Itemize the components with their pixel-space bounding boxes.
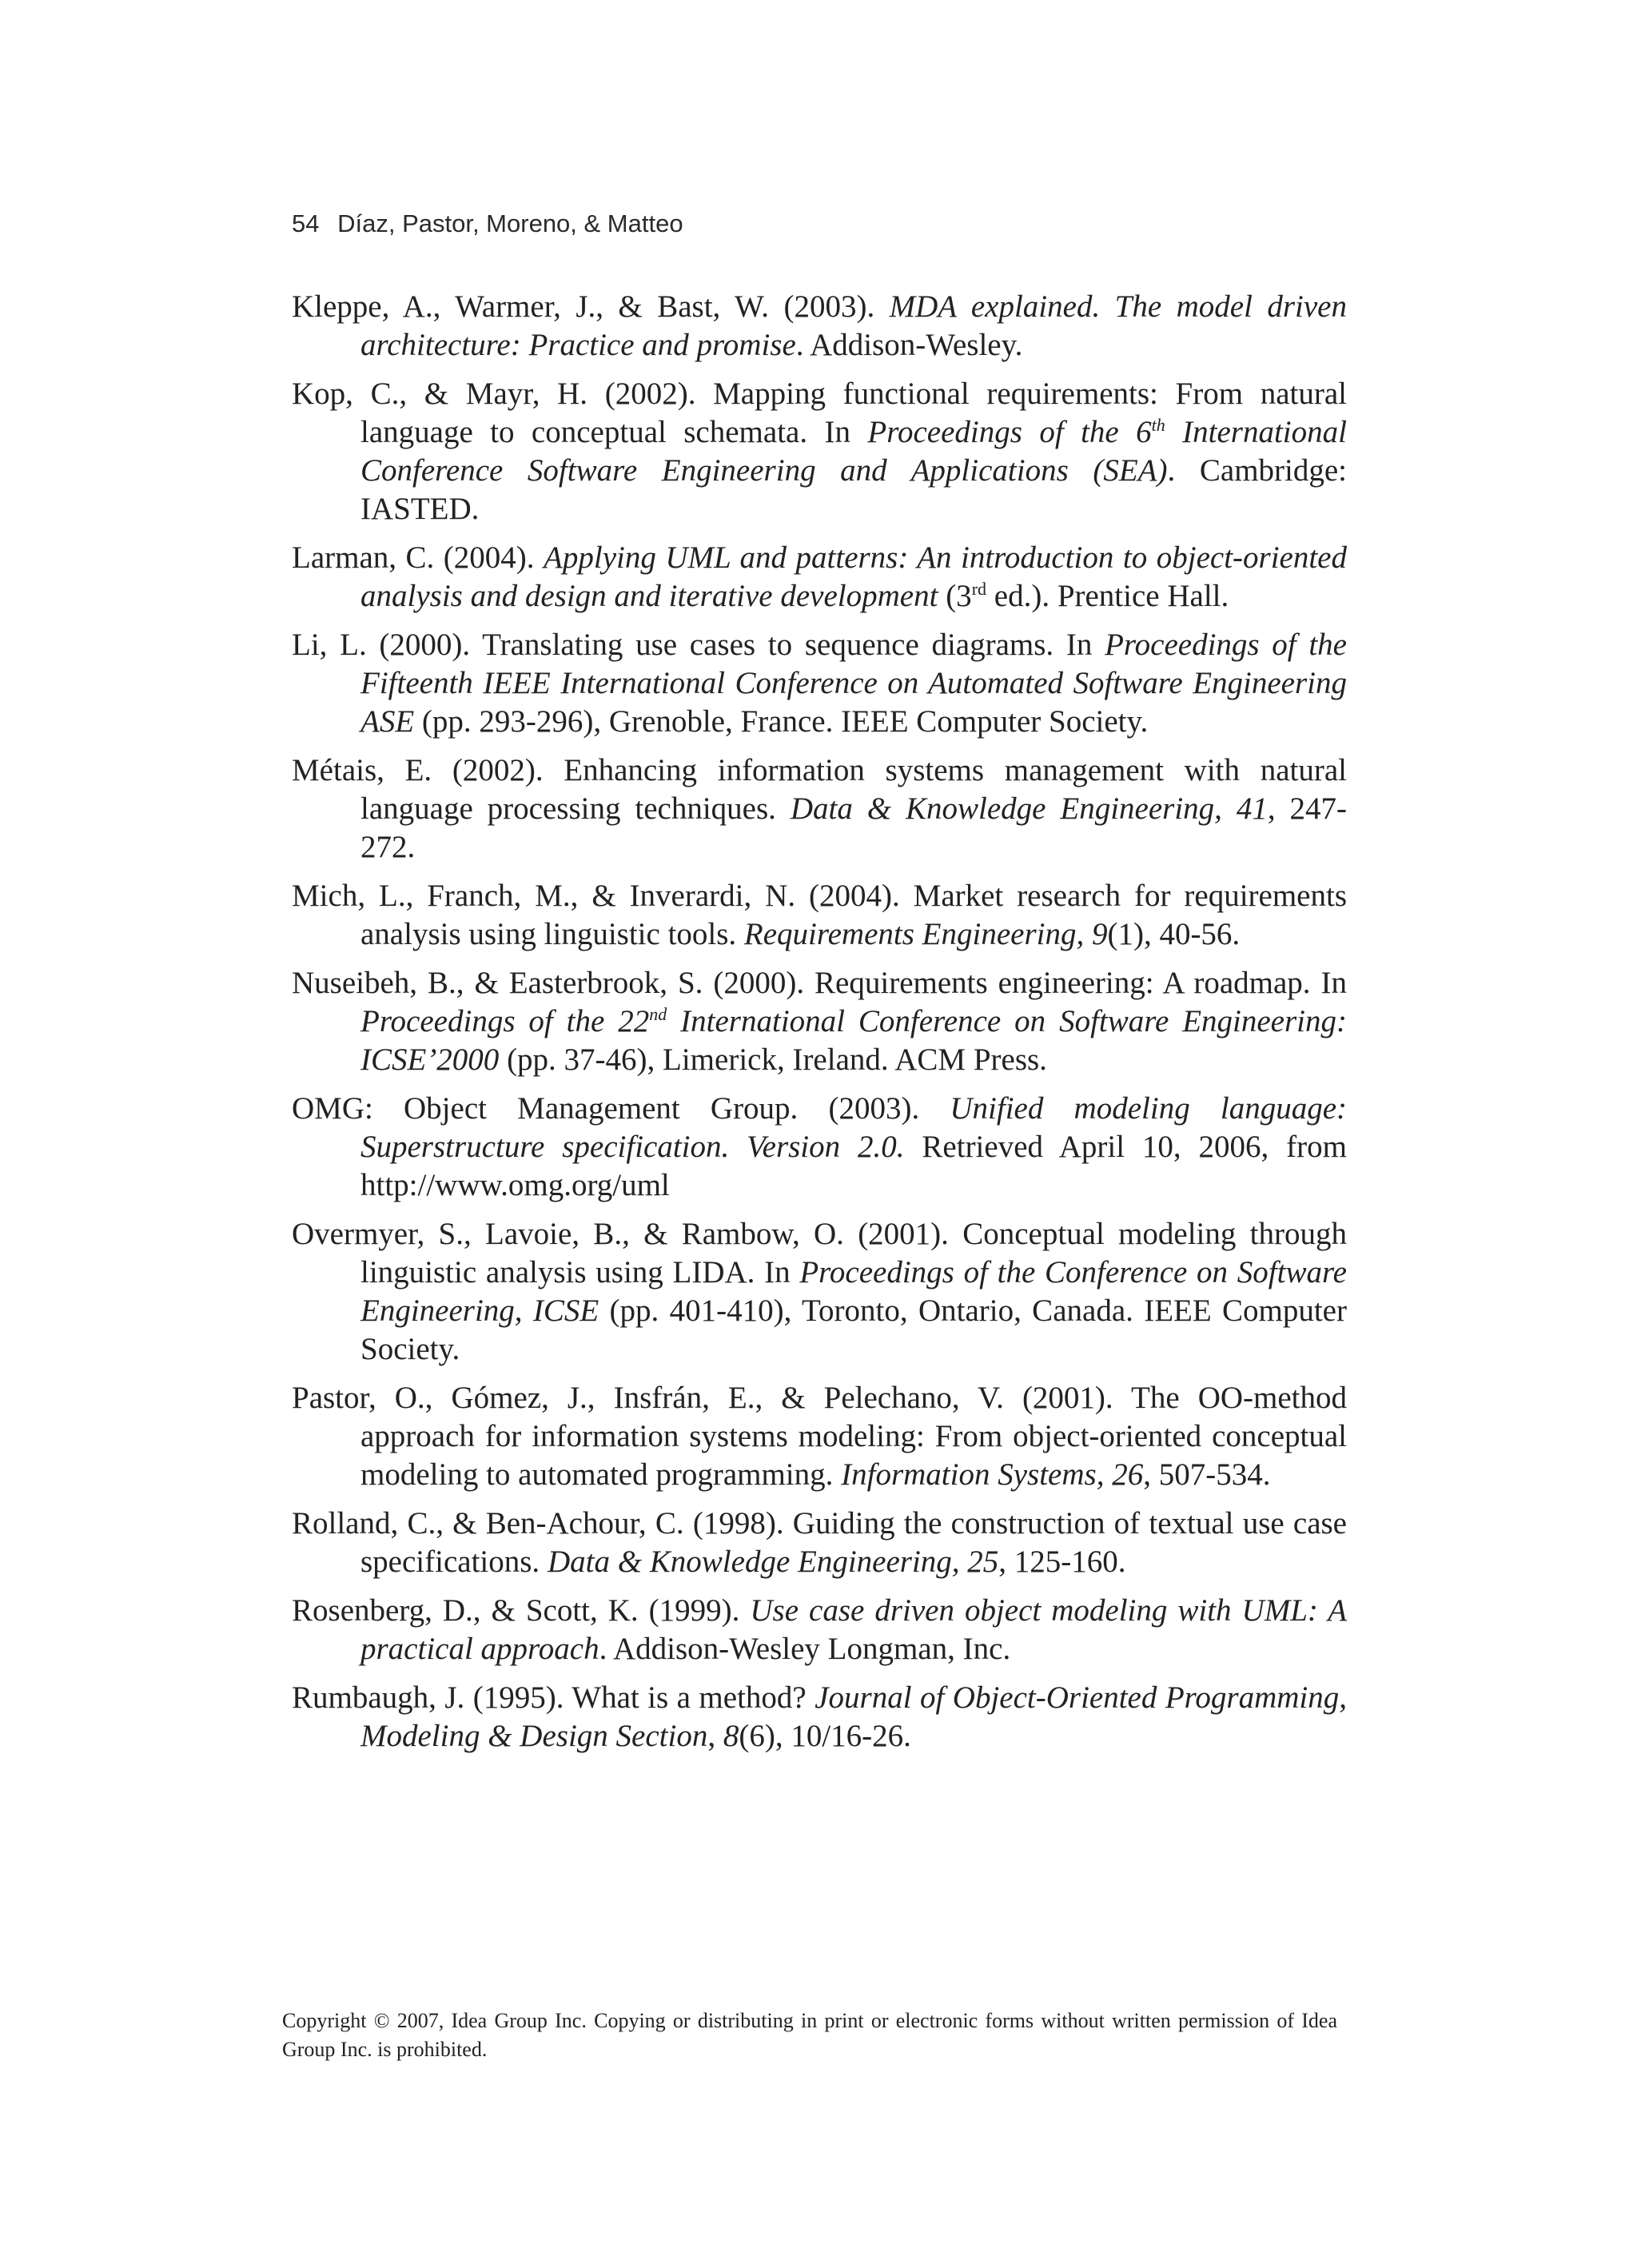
running-head-authors: Díaz, Pastor, Moreno, & Matteo: [337, 209, 683, 237]
ref-text: (pp. 293-296), Grenoble, France. IEEE Computer Society.: [414, 704, 1149, 739]
ref-text: , 125-160.: [998, 1545, 1126, 1579]
ref-text: Métais, E. (2002). Enhancing information systems management with natural language processing techniques.: [292, 753, 1347, 826]
ref-title: Use case driven object modeling with UML: A practical approach: [360, 1593, 1347, 1666]
ref-text: Nuseibeh, B., & Easterbrook, S. (2000). Requirements engineering: A roadmap. In: [292, 966, 1347, 1000]
reference-entry-omg: [292, 1090, 1347, 1205]
ref-title: Information Systems, 26: [841, 1457, 1144, 1492]
ref-text: . Cambridge: IASTED.: [360, 453, 1347, 526]
ref-text: Rosenberg, D., & Scott, K. (1999).: [292, 1593, 751, 1628]
ref-text: Mich, L., Franch, M., & Inverardi, N. (2004). Market research for requirements analysis using linguistic tools.: [292, 879, 1347, 951]
ref-title: Journal of Object-Oriented Programming, Modeling & Design Section: [360, 1680, 1347, 1753]
ref-text: ,: [707, 1719, 723, 1753]
reference-entry-larman: [292, 539, 1347, 616]
reference-entry-rosenberg: [292, 1592, 1347, 1668]
running-head: [292, 209, 683, 238]
ref-superscript: nd: [649, 1004, 667, 1024]
ref-title: International Conference on Software Engineering: ICSE’2000: [360, 1004, 1347, 1077]
ref-text: ed.). Prentice Hall.: [986, 579, 1229, 613]
ref-text: . Addison-Wesley.: [795, 328, 1023, 362]
reference-entry-li: [292, 626, 1347, 741]
ref-text: Rolland, C., & Ben-Achour, C. (1998). Guiding the construction of textual use case specifications.: [292, 1506, 1347, 1579]
ref-text: Rumbaugh, J. (1995). What is a method?: [292, 1680, 815, 1715]
page-number: 54: [292, 209, 320, 237]
ref-text: Larman, C. (2004).: [292, 540, 544, 575]
reference-entry-metais: [292, 751, 1347, 867]
ref-title: Proceedings of the 22: [360, 1004, 650, 1038]
ref-text: (1), 40-56.: [1107, 917, 1241, 951]
reference-entry-mich: [292, 877, 1347, 954]
ref-text: , 247-272.: [360, 791, 1347, 864]
ref-text: Kop, C., & Mayr, H. (2002). Mapping functional requirements: From natural language to conceptual schemata. In: [292, 377, 1347, 449]
ref-text: (3: [938, 579, 972, 613]
ref-superscript: th: [1151, 415, 1165, 435]
reference-entry-rumbaugh: [292, 1679, 1347, 1756]
ref-text: Retrieved April 10, 2006, from http://www.omg.org/uml: [360, 1130, 1347, 1202]
ref-superscript: rd: [971, 579, 987, 599]
reference-entry-kleppe: [292, 288, 1347, 365]
ref-text: (6), 10/16-26.: [739, 1719, 911, 1753]
ref-text: (pp. 37-46), Limerick, Ireland. ACM Press.: [499, 1042, 1047, 1077]
reference-list: [292, 288, 1347, 1766]
ref-text: Overmyer, S., Lavoie, B., & Rambow, O. (2001). Conceptual modeling through linguistic analysis using LIDA. In: [292, 1217, 1347, 1289]
ref-title: Data & Knowledge Engineering, 25: [547, 1545, 999, 1579]
ref-title: Data & Knowledge Engineering, 41: [790, 791, 1268, 826]
ref-title: MDA explained. The model driven architecture: Practice and promise: [360, 289, 1347, 362]
ref-text: Pastor, O., Gómez, J., Insfrán, E., & Pelechano, V. (2001). The OO-method approach for information systems modeling: From object-oriented conceptual modeling to automated programming.: [292, 1381, 1347, 1492]
reference-entry-rolland: [292, 1505, 1347, 1581]
ref-text: , 507-534.: [1143, 1457, 1271, 1492]
ref-title: Applying UML and patterns: An introduction to object-oriented analysis and design and iterative development: [360, 540, 1347, 613]
ref-text: (pp. 401-410), Toronto, Ontario, Canada. IEEE Computer Society.: [360, 1293, 1347, 1366]
reference-entry-nuseibeh: [292, 964, 1347, 1079]
ref-title: Requirements Engineering, 9: [743, 917, 1108, 951]
ref-text: . Addison-Wesley Longman, Inc.: [599, 1632, 1011, 1666]
reference-entry-overmyer: [292, 1215, 1347, 1369]
ref-title: International Conference Software Engineering and Applications (SEA): [360, 415, 1347, 488]
reference-entry-pastor: [292, 1379, 1347, 1494]
ref-volume: 8: [723, 1719, 739, 1753]
ref-title: Proceedings of the Conference on Software Engineering, ICSE: [360, 1255, 1347, 1328]
reference-entry-kop: [292, 375, 1347, 528]
ref-title: Proceedings of the Fifteenth IEEE International Conference on Automated Software Engineering ASE: [360, 628, 1347, 739]
ref-text: Li, L. (2000). Translating use cases to sequence diagrams. In: [292, 628, 1105, 662]
ref-text: Kleppe, A., Warmer, J., & Bast, W. (2003).: [292, 289, 890, 324]
ref-text: OMG: Object Management Group. (2003).: [292, 1091, 950, 1126]
ref-title: Proceedings of the 6: [867, 415, 1152, 449]
copyright-notice: Copyright © 2007, Idea Group Inc. Copying or distributing in print or electronic forms without written permission of Idea Group Inc. is prohibited.: [282, 2009, 1337, 2061]
ref-title: Unified modeling language: Superstructure specification. Version 2.0.: [360, 1091, 1347, 1164]
